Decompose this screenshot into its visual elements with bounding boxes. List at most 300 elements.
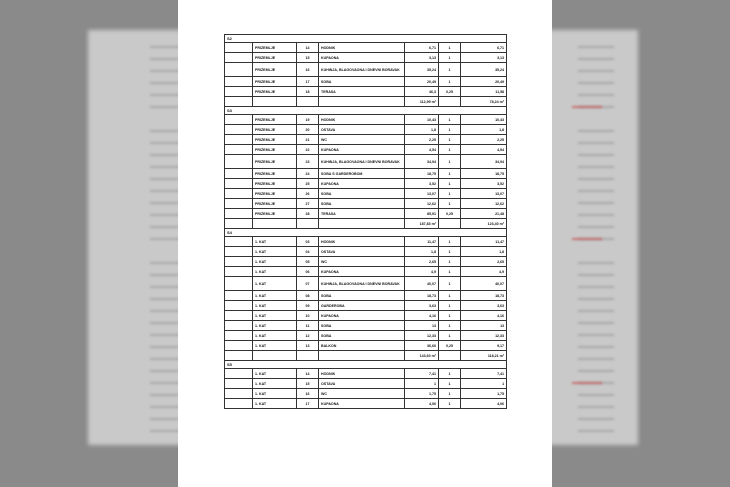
table-row (225, 369, 507, 379)
net-area-cell: 11,58 (461, 87, 507, 97)
total-gross-cell: 187,83 m² (405, 219, 439, 229)
room-name-cell: KUHINJA, BLAGOVAONA I DNEVNI BORAVAK (319, 63, 405, 77)
table-row (225, 389, 507, 399)
floor-cell: PRIZEMLJE (253, 179, 297, 189)
blurred-line (150, 142, 180, 144)
net-area-cell: 9,17 (461, 341, 507, 351)
floor-cell: 1. KAT (253, 369, 297, 379)
blank-cell (225, 145, 253, 155)
blurred-line (578, 166, 614, 168)
blurred-line (578, 226, 614, 228)
room-number-cell: 14 (297, 43, 319, 53)
floor-cell: PRIZEMLJE (253, 53, 297, 63)
blurred-line (578, 358, 614, 360)
blank-cell (319, 219, 405, 229)
blurred-line (150, 310, 180, 312)
blank-cell (297, 351, 319, 361)
blurred-line (150, 154, 180, 156)
total-row (225, 219, 507, 229)
coefficient-cell: 1 (439, 145, 461, 155)
room-number-cell: 15 (297, 53, 319, 63)
blank-cell (225, 125, 253, 135)
coefficient-cell: 1 (439, 155, 461, 169)
room-name-cell: OSTAVA (319, 125, 405, 135)
net-area-cell: 21,48 (461, 209, 507, 219)
blurred-line (150, 190, 180, 192)
floor-cell: 1. KAT (253, 399, 297, 409)
total-gross-cell: 112,99 m² (405, 97, 439, 107)
area-cell: 1,8 (405, 125, 439, 135)
blurred-line (578, 430, 614, 432)
room-number-cell: 25 (297, 179, 319, 189)
net-area-cell: 3,13 (461, 53, 507, 63)
room-number-cell: 16 (297, 389, 319, 399)
area-cell: 13 (405, 321, 439, 331)
area-cell: 3,63 (405, 301, 439, 311)
room-name-cell: KUPAONA (319, 267, 405, 277)
blank-cell (225, 341, 253, 351)
blurred-line (578, 334, 614, 336)
blank-cell (319, 351, 405, 361)
room-name-cell: KUHINJA, BLAGOVAONA I DNEVNI BORAVAK (319, 277, 405, 291)
blurred-line (578, 214, 614, 216)
net-area-cell: 4,06 (461, 399, 507, 409)
floor-cell: PRIZEMLJE (253, 125, 297, 135)
net-area-cell: 35,24 (461, 63, 507, 77)
room-name-cell: BALKON (319, 341, 405, 351)
room-number-cell: 17 (297, 399, 319, 409)
net-area-cell: 1,75 (461, 389, 507, 399)
area-cell: 4,06 (405, 399, 439, 409)
blurred-line (150, 322, 180, 324)
blurred-line (150, 58, 180, 60)
net-area-cell: 2,25 (461, 135, 507, 145)
blank-cell (225, 267, 253, 277)
floor-cell: PRIZEMLJE (253, 63, 297, 77)
net-area-cell: 6,71 (461, 43, 507, 53)
section-id: S5 (225, 361, 507, 369)
area-cell: 12,62 (405, 199, 439, 209)
blurred-line (150, 226, 180, 228)
table-row (225, 53, 507, 63)
table-row (225, 379, 507, 389)
blank-cell (439, 97, 461, 107)
room-name-cell: OSTAVA (319, 379, 405, 389)
coefficient-cell: 1 (439, 199, 461, 209)
area-cell: 7,41 (405, 369, 439, 379)
room-name-cell: SOBA (319, 321, 405, 331)
coefficient-cell: 1 (439, 43, 461, 53)
blank-cell (225, 369, 253, 379)
room-name-cell: KUPAONA (319, 399, 405, 409)
room-number-cell: 24 (297, 169, 319, 179)
table-row (225, 155, 507, 169)
coefficient-cell: 1 (439, 77, 461, 87)
blurred-line (150, 214, 180, 216)
blurred-line (150, 430, 180, 432)
table-row (225, 247, 507, 257)
coefficient-cell: 1 (439, 379, 461, 389)
area-cell: 10,43 (405, 115, 439, 125)
room-number-cell: 23 (297, 155, 319, 169)
net-area-cell: 11,47 (461, 237, 507, 247)
coefficient-cell: 1 (439, 277, 461, 291)
blurred-line (578, 262, 614, 264)
blank-cell (225, 219, 253, 229)
net-area-cell: 10,43 (461, 115, 507, 125)
blank-cell (225, 321, 253, 331)
area-cell: 46,3 (405, 87, 439, 97)
net-area-cell: 20,49 (461, 77, 507, 87)
net-area-cell: 13 (461, 321, 507, 331)
area-cell: 18,73 (405, 291, 439, 301)
blank-cell (225, 237, 253, 247)
blurred-line (150, 166, 180, 168)
net-area-cell: 1,8 (461, 125, 507, 135)
blurred-total (572, 238, 602, 240)
blank-cell (253, 219, 297, 229)
blank-cell (225, 247, 253, 257)
blurred-line (150, 346, 180, 348)
table-row (225, 199, 507, 209)
room-name-cell: WC (319, 257, 405, 267)
floor-cell: 1. KAT (253, 267, 297, 277)
blank-cell (225, 311, 253, 321)
room-number-cell: 11 (297, 321, 319, 331)
net-area-cell: 4,9 (461, 267, 507, 277)
blurred-line (150, 238, 180, 240)
floor-cell: 1. KAT (253, 301, 297, 311)
blurred-line (578, 370, 614, 372)
table-row (225, 277, 507, 291)
blurred-line (578, 418, 614, 420)
room-number-cell: 12 (297, 331, 319, 341)
net-area-cell: 18,75 (461, 169, 507, 179)
table-row (225, 145, 507, 155)
blank-cell (225, 389, 253, 399)
room-number-cell: 20 (297, 125, 319, 135)
blank-cell (225, 169, 253, 179)
coefficient-cell: 1 (439, 321, 461, 331)
area-cell: 4,54 (405, 145, 439, 155)
total-gross-cell: 143,60 m² (405, 351, 439, 361)
blurred-line (578, 286, 614, 288)
room-number-cell: 09 (297, 301, 319, 311)
floor-cell: PRIZEMLJE (253, 135, 297, 145)
section-header-row (225, 229, 507, 237)
room-name-cell: HODNIK (319, 115, 405, 125)
blank-cell (225, 97, 253, 107)
area-cell: 20,49 (405, 77, 439, 87)
table-row (225, 169, 507, 179)
room-name-cell: HODNIK (319, 369, 405, 379)
area-cell: 18,75 (405, 169, 439, 179)
table-row (225, 63, 507, 77)
coefficient-cell: 1 (439, 291, 461, 301)
coefficient-cell: 1 (439, 311, 461, 321)
floor-cell: PRIZEMLJE (253, 87, 297, 97)
blurred-line (150, 382, 180, 384)
coefficient-cell: 1 (439, 369, 461, 379)
floor-cell: PRIZEMLJE (253, 115, 297, 125)
floor-cell: 1. KAT (253, 237, 297, 247)
room-number-cell: 18 (297, 87, 319, 97)
blurred-line (578, 82, 614, 84)
net-area-cell: 18,73 (461, 291, 507, 301)
area-cell: 3,13 (405, 53, 439, 63)
blurred-line (578, 298, 614, 300)
net-area-cell: 13,07 (461, 189, 507, 199)
blank-cell (225, 291, 253, 301)
total-net-cell: 118,21 m² (461, 351, 507, 361)
room-number-cell: 13 (297, 341, 319, 351)
floor-cell: 1. KAT (253, 379, 297, 389)
coefficient-cell: 1 (439, 267, 461, 277)
room-number-cell: 21 (297, 135, 319, 145)
area-cell: 4,9 (405, 267, 439, 277)
table-row (225, 291, 507, 301)
area-cell: 11,47 (405, 237, 439, 247)
room-name-cell: SOBA (319, 199, 405, 209)
coefficient-cell: 0,25 (439, 341, 461, 351)
net-area-cell: 3,52 (461, 179, 507, 189)
floor-cell: 1. KAT (253, 247, 297, 257)
blurred-line (578, 154, 614, 156)
floor-cell: PRIZEMLJE (253, 77, 297, 87)
blurred-line (578, 322, 614, 324)
total-net-cell: 78,24 m² (461, 97, 507, 107)
coefficient-cell: 1 (439, 53, 461, 63)
area-cell: 2,65 (405, 257, 439, 267)
blurred-line (150, 94, 180, 96)
table-row (225, 179, 507, 189)
net-area-cell: 1 (461, 379, 507, 389)
area-cell: 34,94 (405, 155, 439, 169)
blurred-line (578, 70, 614, 72)
blurred-line (578, 46, 614, 48)
area-cell: 2,25 (405, 135, 439, 145)
coefficient-cell: 1 (439, 237, 461, 247)
blurred-line (150, 418, 180, 420)
section-id: S4 (225, 229, 507, 237)
area-cell: 12,33 (405, 331, 439, 341)
table-row (225, 189, 507, 199)
blurred-line (150, 262, 180, 264)
floor-cell: 1. KAT (253, 341, 297, 351)
coefficient-cell: 1 (439, 169, 461, 179)
floor-cell: 1. KAT (253, 389, 297, 399)
blank-cell (225, 199, 253, 209)
coefficient-cell: 0,25 (439, 209, 461, 219)
room-name-cell: KUPAONA (319, 145, 405, 155)
room-name-cell: TERASA (319, 209, 405, 219)
blank-cell (225, 53, 253, 63)
room-number-cell: 17 (297, 77, 319, 87)
blank-cell (225, 179, 253, 189)
room-number-cell: 27 (297, 199, 319, 209)
table-row (225, 125, 507, 135)
blank-cell (225, 257, 253, 267)
room-name-cell: SOBA S GARDEROBOM (319, 169, 405, 179)
blurred-line (150, 358, 180, 360)
table-row (225, 77, 507, 87)
floor-cell: 1. KAT (253, 257, 297, 267)
coefficient-cell: 1 (439, 115, 461, 125)
section-header-row (225, 35, 507, 43)
table-row (225, 321, 507, 331)
section-header-row (225, 107, 507, 115)
room-name-cell: KUHINJA, BLAGOVAONA I DNEVNI BORAVAK (319, 155, 405, 169)
room-number-cell: 04 (297, 247, 319, 257)
room-number-cell: 05 (297, 257, 319, 267)
blurred-line (150, 286, 180, 288)
area-cell: 36,66 (405, 341, 439, 351)
table-row (225, 267, 507, 277)
coefficient-cell: 1 (439, 399, 461, 409)
table-row (225, 237, 507, 247)
blank-cell (225, 63, 253, 77)
blurred-line (578, 394, 614, 396)
room-number-cell: 26 (297, 189, 319, 199)
blank-cell (225, 43, 253, 53)
coefficient-cell: 1 (439, 189, 461, 199)
blank-cell (225, 301, 253, 311)
net-area-cell: 40,07 (461, 277, 507, 291)
table-row (225, 115, 507, 125)
room-name-cell: SOBA (319, 189, 405, 199)
floor-cell: 1. KAT (253, 311, 297, 321)
area-cell: 1 (405, 379, 439, 389)
net-area-cell: 1,8 (461, 247, 507, 257)
floor-cell: PRIZEMLJE (253, 169, 297, 179)
room-number-cell: 19 (297, 115, 319, 125)
blank-cell (225, 115, 253, 125)
blank-cell (225, 351, 253, 361)
floor-cell: 1. KAT (253, 321, 297, 331)
table-row (225, 331, 507, 341)
room-area-table (224, 34, 507, 409)
blurred-line (150, 178, 180, 180)
blank-cell (225, 155, 253, 169)
room-name-cell: WC (319, 135, 405, 145)
area-cell: 6,71 (405, 43, 439, 53)
room-number-cell: 22 (297, 145, 319, 155)
room-name-cell: SOBA (319, 77, 405, 87)
net-area-cell: 3,63 (461, 301, 507, 311)
coefficient-cell: 1 (439, 301, 461, 311)
floor-cell: PRIZEMLJE (253, 199, 297, 209)
area-cell: 3,52 (405, 179, 439, 189)
room-name-cell: TERASA (319, 87, 405, 97)
blurred-line (578, 178, 614, 180)
blank-cell (225, 87, 253, 97)
coefficient-cell: 1 (439, 247, 461, 257)
room-number-cell: 06 (297, 267, 319, 277)
blurred-line (150, 82, 180, 84)
section-header-row (225, 361, 507, 369)
blurred-line (150, 70, 180, 72)
net-area-cell: 12,62 (461, 199, 507, 209)
section-id: S3 (225, 107, 507, 115)
floor-cell: PRIZEMLJE (253, 145, 297, 155)
blurred-line (578, 94, 614, 96)
blurred-total (572, 106, 602, 108)
room-number-cell: 28 (297, 209, 319, 219)
blank-cell (253, 97, 297, 107)
total-row (225, 351, 507, 361)
coefficient-cell: 1 (439, 389, 461, 399)
blurred-line (578, 274, 614, 276)
room-number-cell: 15 (297, 379, 319, 389)
table-row (225, 135, 507, 145)
blank-cell (225, 277, 253, 291)
floor-cell: 1. KAT (253, 277, 297, 291)
blank-cell (297, 97, 319, 107)
coefficient-cell: 1 (439, 135, 461, 145)
area-cell: 1,75 (405, 389, 439, 399)
room-number-cell: 14 (297, 369, 319, 379)
net-area-cell: 4,54 (461, 145, 507, 155)
coefficient-cell: 0,25 (439, 87, 461, 97)
blurred-line (578, 142, 614, 144)
section-id: S2 (225, 35, 507, 43)
blank-cell (297, 219, 319, 229)
blank-cell (319, 97, 405, 107)
area-cell: 1,8 (405, 247, 439, 257)
room-name-cell: OSTAVA (319, 247, 405, 257)
blurred-line (150, 106, 180, 108)
document-page (178, 0, 552, 487)
blank-cell (225, 77, 253, 87)
blurred-line (578, 190, 614, 192)
blurred-line (578, 406, 614, 408)
room-name-cell: GARDEROBA (319, 301, 405, 311)
blank-cell (225, 209, 253, 219)
room-name-cell: SOBA (319, 291, 405, 301)
area-cell: 13,07 (405, 189, 439, 199)
area-cell: 40,07 (405, 277, 439, 291)
floor-cell: PRIZEMLJE (253, 189, 297, 199)
room-number-cell: 08 (297, 291, 319, 301)
room-number-cell: 10 (297, 311, 319, 321)
coefficient-cell: 1 (439, 257, 461, 267)
floor-cell: PRIZEMLJE (253, 155, 297, 169)
floor-cell: 1. KAT (253, 331, 297, 341)
blurred-line (150, 274, 180, 276)
floor-cell: 1. KAT (253, 291, 297, 301)
blurred-line (150, 130, 180, 132)
room-name-cell: HODNIK (319, 43, 405, 53)
blurred-line (578, 310, 614, 312)
blurred-line (150, 394, 180, 396)
net-area-cell: 2,65 (461, 257, 507, 267)
blurred-line (150, 46, 180, 48)
blurred-line (150, 370, 180, 372)
blank-cell (225, 135, 253, 145)
coefficient-cell: 1 (439, 63, 461, 77)
blank-cell (439, 351, 461, 361)
blurred-total (572, 382, 602, 384)
area-cell: 35,24 (405, 63, 439, 77)
coefficient-cell: 1 (439, 331, 461, 341)
table-row (225, 209, 507, 219)
blank-cell (253, 351, 297, 361)
room-number-cell: 16 (297, 63, 319, 77)
room-number-cell: 07 (297, 277, 319, 291)
coefficient-cell: 1 (439, 179, 461, 189)
table-row (225, 87, 507, 97)
table-row (225, 257, 507, 267)
